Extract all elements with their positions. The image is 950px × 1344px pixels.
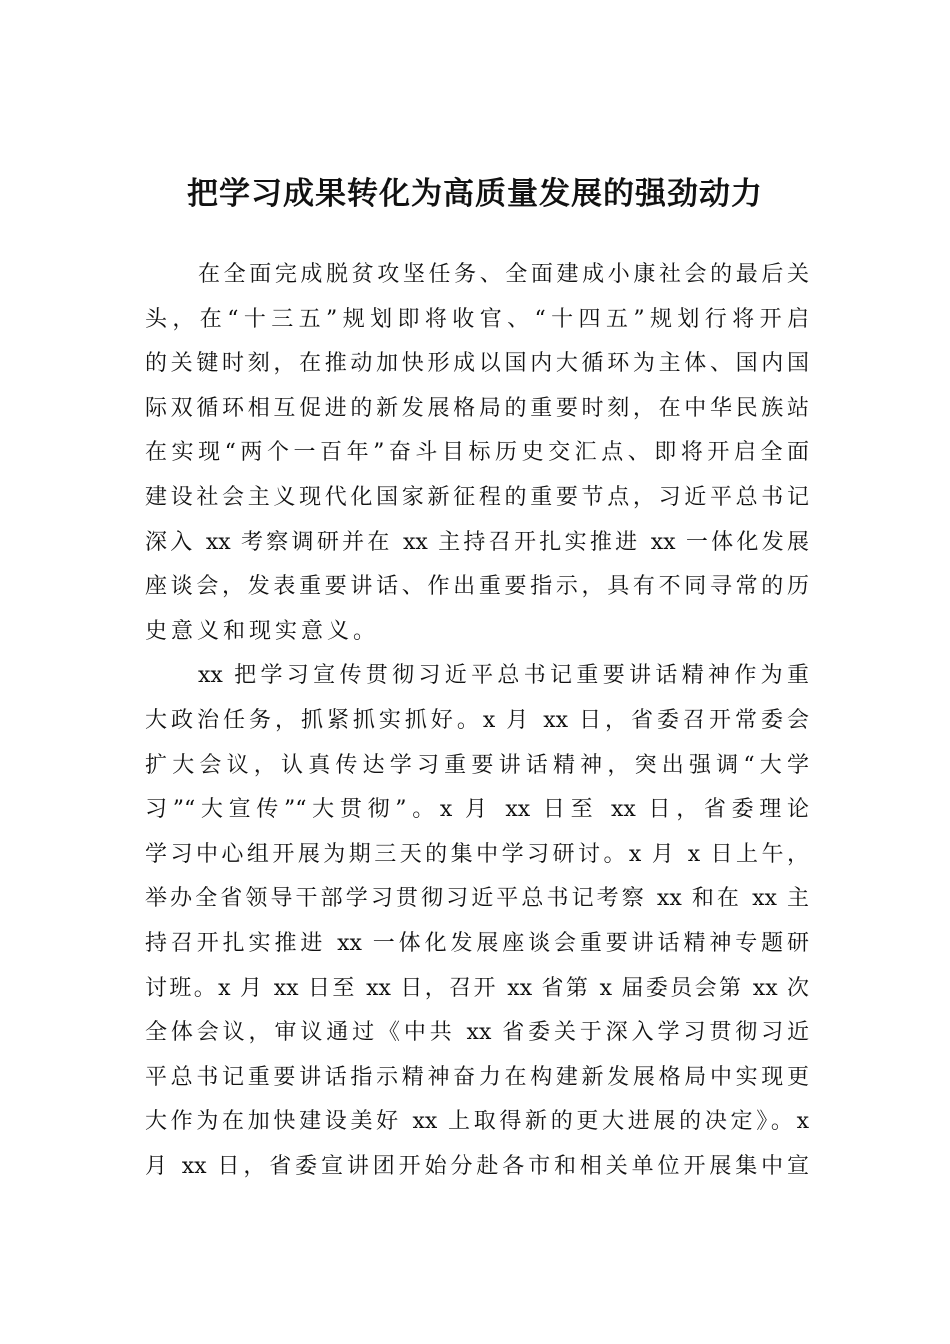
text-line: 大作为在加快建设美好 xx 上取得新的更大进展的决定》。x — [145, 1109, 809, 1135]
text-line: 大政治任务，抓紧抓实抓好。x 月 xx 日，省委召开常委会 — [145, 707, 809, 733]
document-body — [145, 253, 809, 1189]
text-line: 举办全省领导干部学习贯彻习近平总书记考察 xx 和在 xx 主 — [145, 886, 809, 912]
paragraph — [145, 654, 809, 1189]
text-line: 深入 xx 考察调研并在 xx 主持召开扎实推进 xx 一体化发展 — [145, 529, 809, 555]
text-line: 全体会议，审议通过《中共 xx 省委关于深入学习贯彻习近 — [145, 1020, 809, 1046]
text-line: 建设社会主义现代化国家新征程的重要节点，习近平总书记 — [145, 484, 809, 510]
document-title: 把学习成果转化为高质量发展的强劲动力 — [187, 176, 763, 212]
text-line: 座谈会，发表重要讲话、作出重要指示，具有不同寻常的历 — [145, 574, 809, 600]
text-line: 在实现“两个一百年”奋斗目标历史交汇点、即将开启全面 — [145, 440, 809, 466]
text-line: xx 把学习宣传贯彻习近平总书记重要讲话精神作为重 — [198, 663, 809, 689]
text-line: 扩大会议，认真传达学习重要讲话精神，突出强调“大学 — [145, 752, 809, 778]
text-line: 持召开扎实推进 xx 一体化发展座谈会重要讲话精神专题研 — [145, 930, 809, 956]
text-line: 平总书记重要讲话指示精神奋力在构建新发展格局中实现更 — [145, 1064, 809, 1090]
text-line: 讨班。x 月 xx 日至 xx 日，召开 xx 省第 x 届委员会第 xx 次 — [145, 975, 809, 1001]
text-line: 习”“大宣传”“大贯彻”。x 月 xx 日至 xx 日，省委理论 — [145, 797, 809, 823]
text-line: 际双循环相互促进的新发展格局的重要时刻，在中华民族站 — [145, 395, 809, 421]
paragraph — [145, 253, 809, 654]
text-line: 学习中心组开展为期三天的集中学习研讨。x 月 x 日上午， — [145, 841, 809, 867]
text-line: 史意义和现实意义。 — [145, 618, 380, 644]
text-line: 在全面完成脱贫攻坚任务、全面建成小康社会的最后关 — [198, 262, 809, 287]
text-line: 头，在“十三五”规划即将收官、“十四五”规划行将开启 — [145, 306, 809, 332]
text-line: 月 xx 日，省委宣讲团开始分赴各市和相关单位开展集中宣 — [145, 1153, 809, 1179]
text-line: 的关键时刻，在推动加快形成以国内大循环为主体、国内国 — [145, 351, 809, 377]
